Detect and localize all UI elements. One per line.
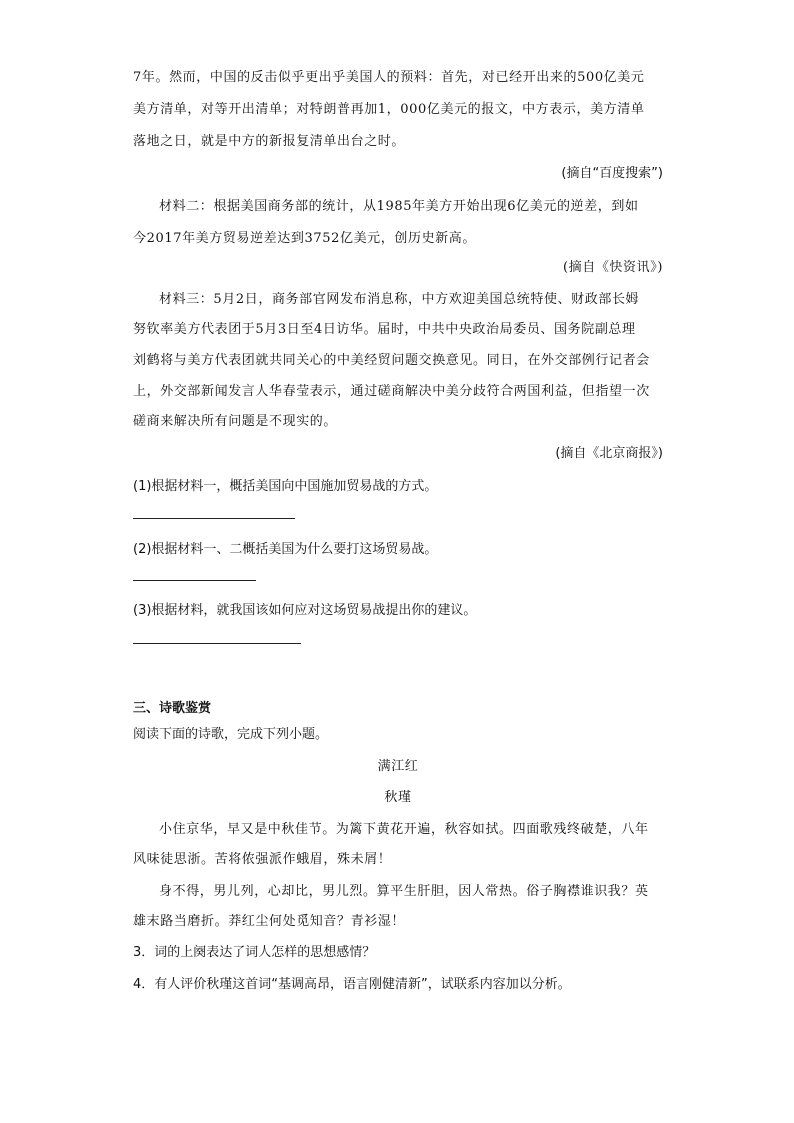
material3-line3: 刘鹤将与美方代表团就共同关心的中美经贸问题交换意见。同日，在外交部例行记者会 [133, 353, 650, 368]
material1-source: (摘自“百度搜索”) [561, 166, 663, 181]
poem-stanza1-line2: 风味徒思浙。苦将侬强派作蛾眉，殊未屑！ [133, 852, 392, 867]
material3-line2: 努钦率美方代表团于5月3日至4日访华。届时，中共中央政治局委员、国务院副总理 [133, 322, 636, 337]
poem-stanza2-line2: 雄末路当磨折。莽红尘何处觅知音？青衫湿！ [133, 914, 406, 929]
material2-line1: 材料二：根据美国商务部的统计，从1985年美方开始出现6亿美元的逆差，到如 [159, 199, 639, 214]
answer-line-1[interactable] [133, 518, 295, 519]
material3-line5: 磋商来解决所有问题是不现实的。 [133, 414, 338, 429]
section-heading: 三、诗歌鉴赏 [133, 701, 212, 716]
question-3: (3)根据材料，就我国该如何应对这场贸易战提出你的建议。 [133, 603, 477, 618]
poem-title: 满江红 [377, 759, 419, 774]
material1-line2: 美方清单，对等开出清单；对特朗普再加1，000亿美元的报文，中方表示，美方清单 [133, 102, 645, 117]
material2-source: (摘自《快资讯》) [562, 260, 663, 275]
material1-line1: 7年。然而，中国的反击似乎更出乎美国人的预料：首先，对已经开出来的500亿美元 [133, 70, 645, 85]
answer-line-2[interactable] [133, 580, 256, 581]
answer-line-3[interactable] [133, 643, 301, 644]
poem-question-4: 4．有人评价秋瑾这首词“基调高昂，语言刚健清新”，试联系内容加以分析。 [133, 977, 571, 992]
poem-question-3: 3．词的上阕表达了词人怎样的思想感情？ [133, 945, 376, 960]
material3-source: (摘自《北京商报》) [555, 446, 663, 461]
material1-line3: 落地之日，就是中方的新报复清单出台之时。 [133, 134, 406, 149]
poem-stanza2-line1: 身不得，男儿列，心却比，男儿烈。算平生肝胆，因人常热。俗子胸襟谁识我？英 [159, 884, 649, 899]
material3-line4: 上，外交部新闻发言人华春莹表示，通过磋商解决中美分歧符合两国利益，但指望一次 [133, 384, 650, 399]
question-1: (1)根据材料一，概括美国向中国施加贸易战的方式。 [133, 479, 438, 494]
question-2: (2)根据材料一、二概括美国为什么要打这场贸易战。 [133, 542, 438, 557]
material2-line2: 今2017年美方贸易逆差达到3752亿美元，创历史新高。 [133, 231, 476, 246]
material3-line1: 材料三：5月2日，商务部官网发布消息称，中方欢迎美国总统特使、财政部长姆 [159, 292, 640, 307]
poem-author: 秋瑾 [384, 790, 412, 805]
section-instruction: 阅读下面的诗歌，完成下列小题。 [133, 727, 329, 742]
poem-stanza1-line1: 小住京华，早又是中秋佳节。为篱下黄花开遍，秋容如拭。四面歌残终破楚，八年 [159, 822, 649, 837]
